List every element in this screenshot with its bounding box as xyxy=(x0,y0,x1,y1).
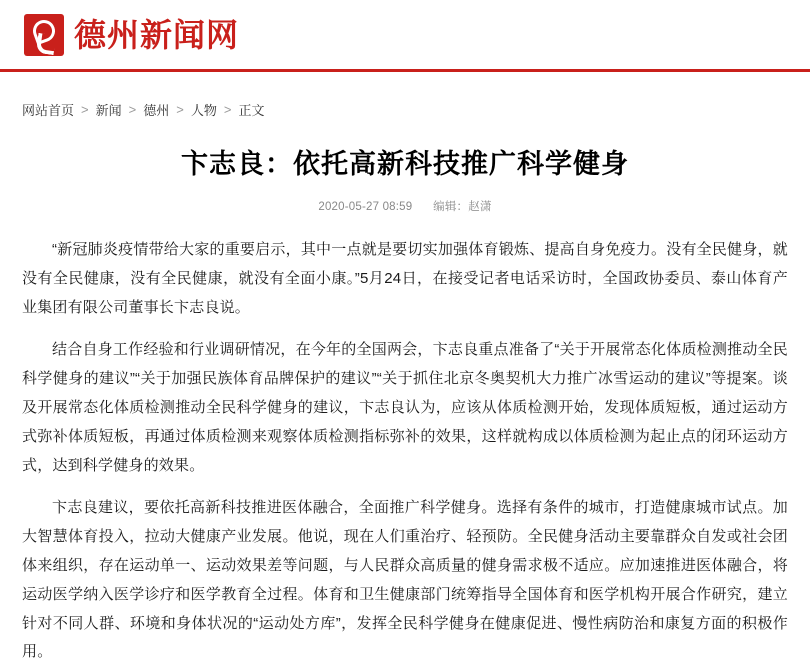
breadcrumb-separator: > xyxy=(128,102,137,117)
article-paragraph: “新冠肺炎疫情带给大家的重要启示，其中一点就是要切实加强体育锻炼、提高自身免疫力。没有全民健身，就没有全民健康，没有全民健康，就没有全面小康。”5月24日，在接受记者电话采访时，全国政协委员、泰山体育产业集团有限公司董事长卞志良说。 xyxy=(22,241,788,316)
breadcrumb xyxy=(22,72,788,125)
breadcrumb-item-people[interactable]: 人物 xyxy=(190,103,217,118)
site-logo[interactable] xyxy=(24,14,239,56)
breadcrumb-separator: > xyxy=(223,102,232,117)
breadcrumb-item-dezhou[interactable]: 德州 xyxy=(143,103,170,118)
flame-logo-icon xyxy=(24,14,64,56)
article-date: 2020-05-27 08:59 xyxy=(318,201,413,214)
article-paragraph: 卞志良建议，要依托高新科技推进医体融合，全面推广科学健身。选择有条件的城市，打造健康城市试点。加大智慧体育投入，拉动大健康产业发展。他说，现在人们重治疗、轻预防。全民健身活动主要靠群众自发或社会团体来组织，存在运动单一、运动效果差等问题，与人民群众高质量的健身需求极不适应。应加速推进医体融合，将运动医学纳入医学诊疗和医学教育全过程。体育和卫生健康部门统筹指导全国体育和医学机构开展合作研究，建立针对不同人群、环境和身体状况的“运动处方库”，发挥全民科学健身在健康促进、慢性病防治和康复方面的积极作用。 xyxy=(22,499,788,661)
breadcrumb-item-current: 正文 xyxy=(238,103,265,118)
breadcrumb-separator: > xyxy=(176,102,184,117)
article-paragraph: 结合自身工作经验和行业调研情况，在今年的全国两会，卞志良重点准备了“关于开展常态化体质检测推动全民科学健身的建议”“关于加强民族体育品牌保护的建议”“关于抓住北京冬奥契机大力推广冰雪运动的建议”等提案。谈及开展常态化体质检测推动全民科学健身的建议，卞志良认为，应该从体质检测开始，发现体质短板，通过运动方式弥补体质短板，再通过体质检测来观察体质检测指标弥补的效果，这样就构成以体质检测为起止点的闭环运动方式，达到科学健身的效果。 xyxy=(22,341,788,474)
site-logo-text: 德州新闻网 xyxy=(74,16,240,53)
page-content xyxy=(0,72,810,667)
article-editor: 编辑：赵潇 xyxy=(433,201,492,214)
site-header xyxy=(0,0,810,72)
breadcrumb-separator: > xyxy=(81,102,89,117)
breadcrumb-item-news[interactable]: 新闻 xyxy=(95,103,122,118)
page-title: 卞志良：依托高新科技推广科学健身 xyxy=(181,149,629,179)
article-meta xyxy=(22,198,788,214)
article-body xyxy=(22,236,788,667)
breadcrumb-item-home[interactable]: 网站首页 xyxy=(22,103,75,118)
